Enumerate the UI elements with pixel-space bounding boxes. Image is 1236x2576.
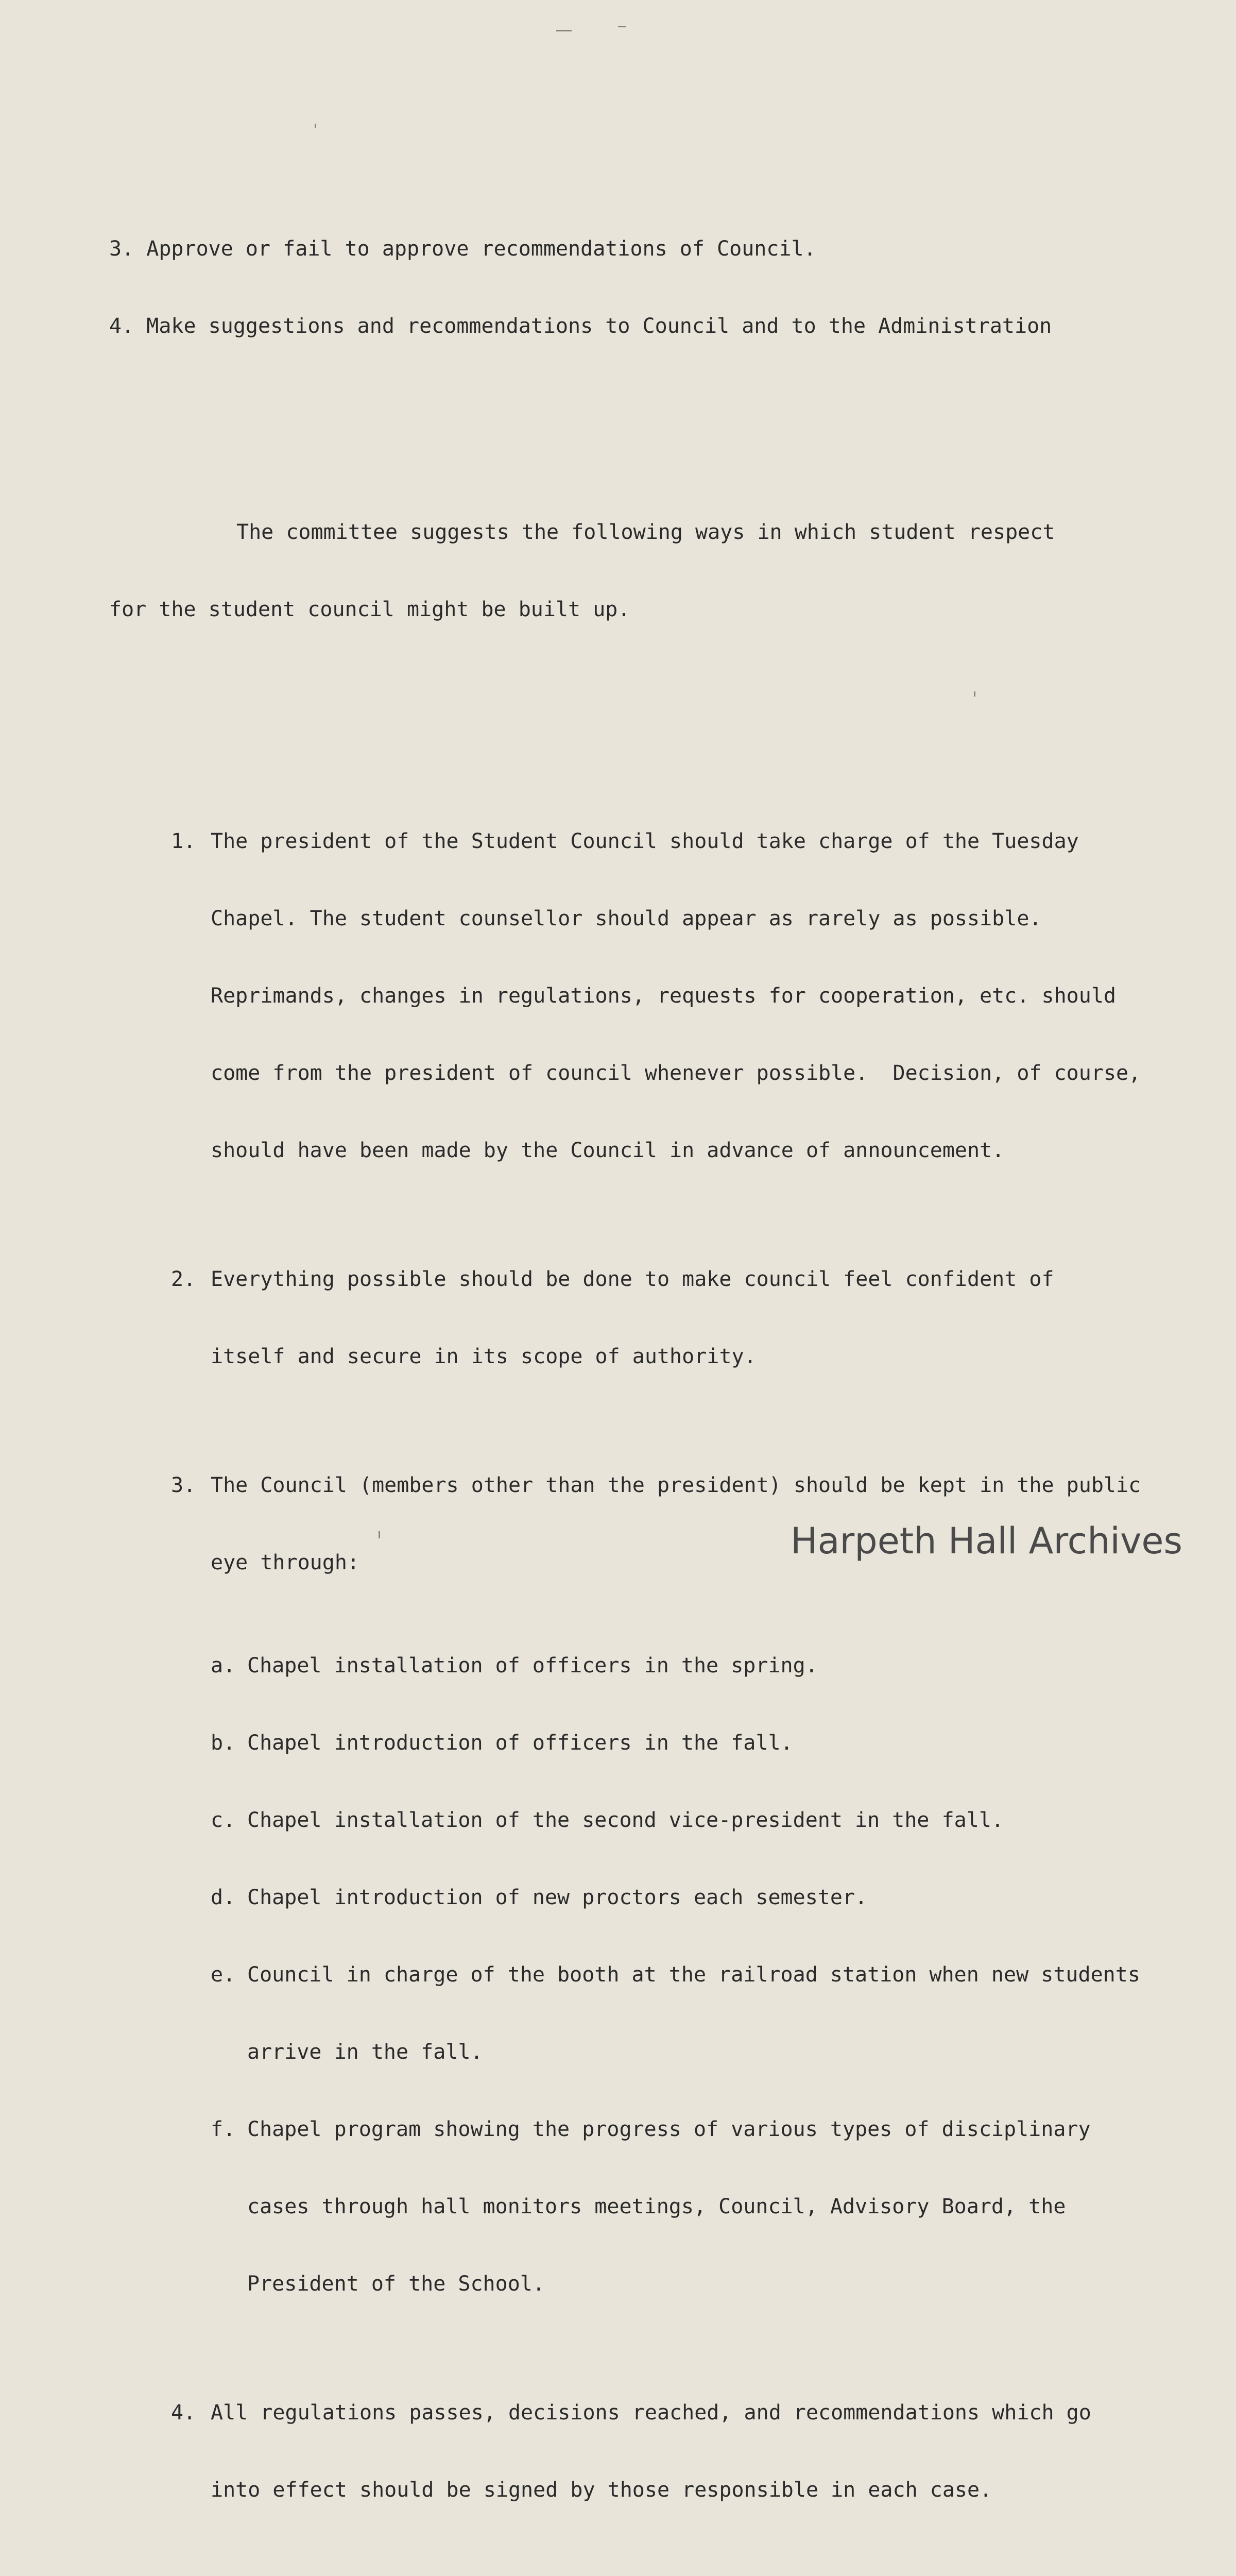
intro-line-1: The committee suggests the following ways in which student respect [236, 520, 1055, 544]
item-number: 2. [171, 1267, 196, 1291]
item-line: itself and secure in its scope of authority. [211, 1345, 757, 1368]
paper-speck [315, 124, 316, 128]
header-item [109, 313, 1180, 339]
header-item-number: 4. [109, 314, 134, 338]
sub-item-continuation [109, 2271, 1180, 2297]
item-line: into effect should be signed by those responsible in each case. [211, 2478, 992, 2502]
item-line: The president of the Student Council should take charge of the Tuesday [211, 829, 1079, 853]
list-item-continuation [109, 1060, 1180, 1086]
header-item-text: Approve or fail to approve recommendations of Council. [146, 237, 816, 261]
item-line: All regulations passes, decisions reached, and recommendations which go [211, 2401, 1091, 2425]
sub-item-letter: c. [211, 1808, 236, 1832]
sub-item-line: President of the School. [247, 2272, 545, 2296]
item-line: should have been made by the Council in advance of announcement. [211, 1139, 1005, 1162]
item-line: The Council (members other than the president) should be kept in the public [211, 1473, 1141, 1497]
sub-item [109, 1653, 1180, 1679]
item-line: eye through: [211, 1551, 359, 1574]
item-line: come from the president of council whenever possible. Decision, of course, [211, 1061, 1141, 1085]
sub-item-letter: b. [211, 1731, 236, 1755]
sub-item-line: Chapel introduction of officers in the fall. [247, 1731, 793, 1755]
sub-item [109, 2116, 1180, 2142]
list-item [109, 2400, 1180, 2426]
sub-item-line: Council in charge of the booth at the railroad station when new students [247, 1963, 1140, 1987]
sub-item-line: cases through hall monitors meetings, Council, Advisory Board, the [247, 2195, 1066, 2218]
list-item [109, 1472, 1180, 1498]
sub-item-line: Chapel installation of the second vice-president in the fall. [247, 1808, 1004, 1832]
paper-speck [556, 30, 572, 31]
sub-item [109, 1807, 1180, 1833]
list-item-continuation [109, 1138, 1180, 1163]
list-item-continuation [109, 1344, 1180, 1369]
item-number: 4. [171, 2401, 196, 2425]
sub-item-continuation [109, 2194, 1180, 2219]
sub-item-line: Chapel installation of officers in the spring. [247, 1654, 818, 1677]
list-item-continuation [109, 906, 1180, 931]
archive-watermark: Harpeth Hall Archives [791, 1520, 1182, 1562]
spacer [109, 416, 1180, 442]
spacer [109, 700, 1180, 725]
sub-item-line: Chapel program showing the progress of various types of disciplinary [247, 2117, 1091, 2141]
list-item-continuation [109, 2477, 1180, 2503]
header-item [109, 236, 1180, 262]
sub-item [109, 1730, 1180, 1756]
sub-item-letter: a. [211, 1654, 236, 1677]
sub-item-line: arrive in the fall. [247, 2040, 483, 2064]
item-line: Everything possible should be done to make council feel confident of [211, 1267, 1054, 1291]
item-line: Reprimands, changes in regulations, requests for cooperation, etc. should [211, 984, 1116, 1008]
sub-item [109, 1885, 1180, 1910]
item-line: Chapel. The student counsellor should appear as rarely as possible. [211, 907, 1042, 930]
typewritten-text [109, 159, 1180, 2576]
header-item-text: Make suggestions and recommendations to Council and to the Administration [146, 314, 1052, 338]
header-item-number: 3. [109, 237, 134, 261]
paper-speck [618, 26, 626, 27]
list-item [109, 828, 1180, 854]
sub-item-letter: d. [211, 1886, 236, 1909]
list-item-continuation [109, 983, 1180, 1009]
sub-item-letter: e. [211, 1963, 236, 1987]
sub-item [109, 1962, 1180, 1988]
list-item [109, 1266, 1180, 1292]
item-number: 3. [171, 1473, 196, 1497]
sub-item-letter: f. [211, 2117, 236, 2141]
item-number: 1. [171, 829, 196, 853]
sub-item-continuation [109, 2039, 1180, 2065]
sub-item-line: Chapel introduction of new proctors each semester. [247, 1886, 868, 1909]
intro-line-2: for the student council might be built up. [109, 598, 630, 621]
